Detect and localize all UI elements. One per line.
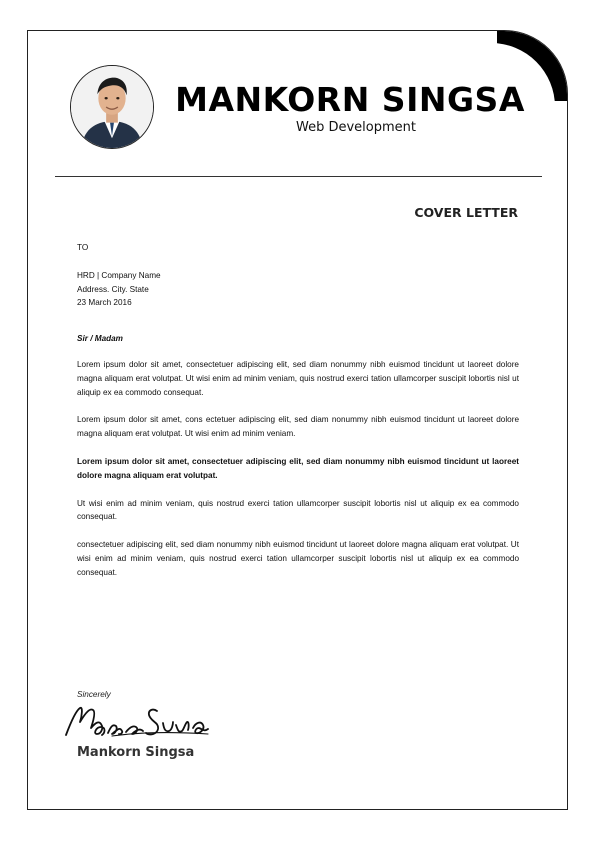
recipient-address: Address. City. State [77,284,149,294]
letter-paragraph-3: Lorem ipsum dolor sit amet, consectetuer adipiscing elit, sed diam nonummy nibh euismod tincidunt ut laoreet dolore magna aliquam erat volutpat. [77,456,519,480]
avatar [70,65,154,149]
closing-phrase: Sincerely [77,690,111,699]
salutation: Sir / Madam [77,334,123,344]
page-title: MANKORN SINGSA [175,80,525,119]
document-heading: COVER LETTER [414,205,518,220]
signer-name: Mankorn Singsa [77,745,195,760]
signature-icon [62,700,212,746]
letter-body [77,241,519,594]
letter-date: 23 March 2016 [77,298,132,308]
letter-paragraph-5: consectetuer adipiscing elit, sed diam nonummy nibh euismod tincidunt ut laoreet dolore magna aliquam erat volutpat. Ut wisi enim ad minim veniam, quis nostrud exerci tation ullamcorper suscipit lobortis nisl ut aliquip ex ea commodo consequat. [77,540,519,577]
recipient-to-label: TO [77,243,89,252]
header-divider [55,176,542,177]
letter-paragraph-2: Lorem ipsum dolor sit amet, cons ectetuer adipiscing elit, sed diam nonummy nibh euismod tincidunt ut laoreet dolore magna aliquam erat volutpat. Ut wisi enim ad minim veniam. [77,415,519,439]
profile-photo-icon [71,66,153,148]
letter-paragraph-1: Lorem ipsum dolor sit amet, consectetuer adipiscing elit, sed diam nonummy nibh euismod tincidunt ut laoreet dolore magna aliquam erat volutpat. Ut wisi enim ad minim veniam, quis nostrud exerci tation ullamcorper suscipit lobortis nisl ut aliquip ex ea commodo consequat. [77,359,519,397]
job-title: Web Development [296,120,416,135]
recipient-company: HRD | Company Name [77,270,161,280]
letter-paragraph-4: Ut wisi enim ad minim veniam, quis nostrud exerci tation ullamcorper suscipit lobortis nisl ut aliquip ex ea commodo consequat. [77,498,519,522]
